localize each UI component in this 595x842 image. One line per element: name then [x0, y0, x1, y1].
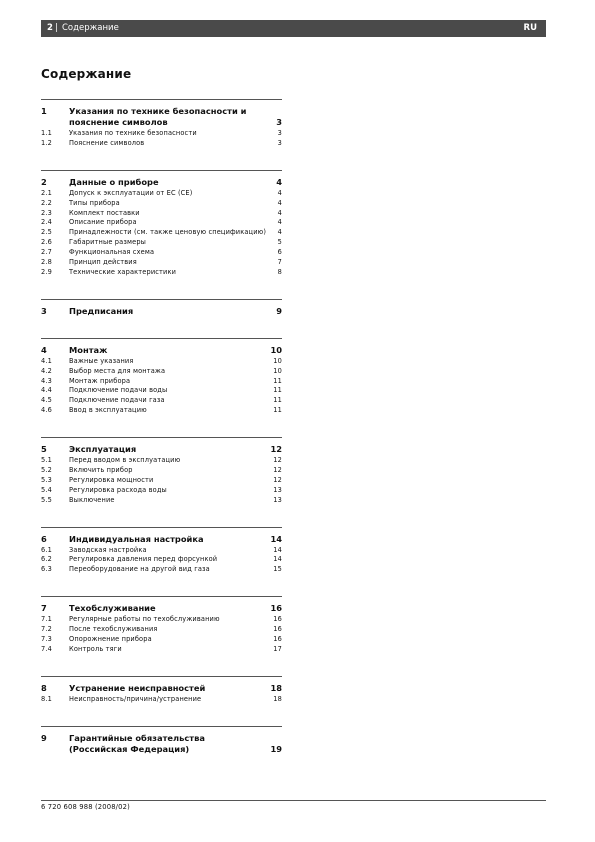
table-of-contents [41, 99, 282, 755]
entry-title: Принцип действия [69, 258, 137, 267]
entry-title: Габаритные размеры [69, 238, 147, 247]
chapter-number: 5 [41, 444, 47, 455]
chapter-number: 4 [41, 344, 47, 355]
entry-number: 2.6 [41, 238, 52, 247]
toc-entry[interactable] [41, 238, 282, 248]
entry-number: 5.2 [41, 466, 52, 475]
chapter-title: Указания по технике безопасности и пояснение символов [69, 106, 247, 127]
chapter-title: Устранение неисправностей [69, 682, 206, 693]
entry-number: 6.2 [41, 555, 52, 564]
toc-section [41, 437, 282, 505]
entry-page: 12 [273, 475, 282, 484]
entry-number: 5.1 [41, 456, 52, 465]
entry-title: Выключение [69, 495, 115, 504]
chapter-title: Данные о приборе [69, 176, 159, 187]
entry-title: Важные указания [69, 356, 134, 365]
entry-page: 15 [273, 565, 282, 574]
entry-title: Выбор места для монтажа [69, 366, 166, 375]
toc-chapter[interactable] [41, 106, 282, 128]
toc-chapter[interactable] [41, 177, 282, 188]
entry-number: 2.8 [41, 258, 52, 267]
entry-page: 16 [273, 635, 282, 644]
chapter-title: Гарантийные обязательства (Российская Федерация) [69, 732, 205, 754]
entry-page: 10 [273, 356, 282, 365]
entry-page: 17 [273, 644, 282, 653]
toc-entry[interactable] [41, 139, 282, 149]
toc-entry[interactable] [41, 357, 282, 367]
entry-number: 2.4 [41, 218, 52, 227]
toc-entry[interactable] [41, 466, 282, 476]
toc-section [41, 299, 282, 317]
entry-number: 4.6 [41, 406, 52, 415]
toc-entry[interactable] [41, 209, 282, 219]
chapter-page: 3 [276, 117, 282, 127]
entry-title: Функциональная схема [69, 248, 155, 257]
entry-page: 13 [273, 485, 282, 494]
toc-entry[interactable] [41, 695, 282, 705]
entry-page: 4 [277, 218, 282, 227]
entry-number: 4.1 [41, 356, 52, 365]
entry-number: 2.9 [41, 267, 52, 276]
entry-number: 2.2 [41, 198, 52, 207]
entry-number: 7.2 [41, 625, 52, 634]
entry-title: Регулировка мощности [69, 475, 154, 484]
chapter-number: 8 [41, 682, 47, 693]
toc-entry[interactable] [41, 218, 282, 228]
entry-title: После техобслуживания [69, 625, 158, 634]
entry-page: 4 [277, 188, 282, 197]
toc-chapter[interactable] [41, 444, 282, 455]
entry-page: 13 [273, 495, 282, 504]
toc-chapter[interactable] [41, 733, 282, 755]
toc-entry[interactable] [41, 625, 282, 635]
entry-title: Регулировка давления перед форсункой [69, 555, 218, 564]
entry-page: 14 [273, 555, 282, 564]
entry-title: Ввод в эксплуатацию [69, 406, 147, 415]
toc-entry[interactable] [41, 386, 282, 396]
toc-entry[interactable] [41, 406, 282, 416]
toc-entry[interactable] [41, 396, 282, 406]
entry-title: Комплект поставки [69, 208, 140, 217]
toc-entry[interactable] [41, 258, 282, 268]
entry-page: 12 [273, 456, 282, 465]
entry-page: 16 [273, 625, 282, 634]
entry-number: 1.2 [41, 138, 52, 147]
toc-entry[interactable] [41, 248, 282, 258]
toc-entry[interactable] [41, 129, 282, 139]
entry-title: Подключение подачи воды [69, 386, 168, 395]
toc-section [41, 99, 282, 149]
chapter-page: 10 [270, 344, 282, 355]
entry-number: 7.1 [41, 615, 52, 624]
entry-title: Регулярные работы по техобслуживанию [69, 615, 220, 624]
entry-page: 11 [273, 386, 282, 395]
chapter-number: 1 [41, 106, 47, 116]
entry-page: 4 [277, 228, 282, 237]
toc-entry[interactable] [41, 367, 282, 377]
entry-number: 2.7 [41, 248, 52, 257]
toc-section [41, 338, 282, 416]
entry-number: 4.4 [41, 386, 52, 395]
entry-page: 11 [273, 406, 282, 415]
toc-entry[interactable] [41, 565, 282, 575]
entry-title: Переоборудование на другой вид газа [69, 565, 210, 574]
footer-divider [41, 800, 546, 801]
entry-number: 7.4 [41, 644, 52, 653]
entry-number: 5.3 [41, 475, 52, 484]
toc-entry[interactable] [41, 635, 282, 645]
entry-page: 16 [273, 615, 282, 624]
toc-entry[interactable] [41, 645, 282, 655]
entry-title: Технические характеристики [69, 267, 177, 276]
toc-chapter[interactable] [41, 534, 282, 545]
toc-chapter[interactable] [41, 683, 282, 694]
entry-number: 2.1 [41, 188, 52, 197]
toc-entry[interactable] [41, 228, 282, 238]
entry-number: 6.1 [41, 545, 52, 554]
entry-page: 14 [273, 545, 282, 554]
chapter-title: Предписания [69, 305, 134, 316]
chapter-number: 3 [41, 305, 47, 316]
entry-page: 4 [277, 198, 282, 207]
toc-entry[interactable] [41, 546, 282, 556]
chapter-page: 12 [270, 444, 282, 455]
entry-title: Опорожнение прибора [69, 635, 152, 644]
entry-title: Принадлежности (см. также ценовую спецификацию) [69, 228, 267, 237]
toc-section [41, 170, 282, 278]
entry-title: Заводская настройка [69, 545, 147, 554]
chapter-page: 14 [270, 533, 282, 544]
toc-entry[interactable] [41, 555, 282, 565]
entry-number: 4.5 [41, 396, 52, 405]
chapter-page: 16 [270, 603, 282, 614]
toc-chapter[interactable] [41, 345, 282, 356]
toc-chapter[interactable] [41, 603, 282, 614]
entry-number: 5.4 [41, 485, 52, 494]
entry-title: Контроль тяги [69, 644, 122, 653]
entry-number: 7.3 [41, 635, 52, 644]
entry-number: 1.1 [41, 129, 52, 137]
entry-page: 3 [277, 129, 282, 137]
entry-number: 8.1 [41, 694, 52, 703]
page-title: Содержание [41, 67, 132, 81]
entry-page: 10 [273, 366, 282, 375]
toc-entry[interactable] [41, 189, 282, 199]
chapter-page: 4 [276, 176, 282, 187]
entry-title: Описание прибора [69, 218, 137, 227]
chapter-page: 9 [276, 305, 282, 316]
chapter-number: 6 [41, 533, 47, 544]
entry-number: 5.5 [41, 495, 52, 504]
toc-entry[interactable] [41, 496, 282, 506]
toc-entry[interactable] [41, 456, 282, 466]
entry-page: 11 [273, 376, 282, 385]
entry-number: 2.3 [41, 208, 52, 217]
entry-number: 6.3 [41, 565, 52, 574]
entry-number: 2.5 [41, 228, 52, 237]
chapter-number: 2 [41, 176, 47, 187]
toc-entry[interactable] [41, 476, 282, 486]
page-header [41, 20, 546, 37]
entry-title: Подключение подачи газа [69, 396, 165, 405]
chapter-page: 19 [270, 743, 282, 754]
toc-entry[interactable] [41, 615, 282, 625]
document-code: 6 720 608 988 (2008/02) [41, 803, 130, 811]
toc-entry[interactable] [41, 199, 282, 209]
chapter-page: 18 [270, 682, 282, 693]
entry-title: Пояснение символов [69, 138, 145, 147]
chapter-title: Техобслуживание [69, 603, 156, 614]
entry-page: 12 [273, 466, 282, 475]
entry-page: 18 [273, 694, 282, 703]
chapter-number: 7 [41, 603, 47, 614]
chapter-title: Монтаж [69, 344, 108, 355]
entry-number: 4.2 [41, 366, 52, 375]
header-language: RU [523, 23, 537, 33]
chapter-number: 9 [41, 732, 47, 743]
entry-page: 3 [277, 138, 282, 147]
toc-entry[interactable] [41, 377, 282, 387]
entry-title: Допуск к эксплуатации от ЕС (CE) [69, 188, 193, 197]
entry-page: 6 [277, 248, 282, 257]
entry-title: Указания по технике безопасности [69, 129, 197, 137]
toc-entry[interactable] [41, 486, 282, 496]
entry-title: Монтаж прибора [69, 376, 131, 385]
toc-section [41, 676, 282, 705]
entry-page: 7 [277, 258, 282, 267]
entry-title: Неисправность/причина/устранение [69, 694, 202, 703]
toc-section [41, 726, 282, 755]
entry-title: Типы прибора [69, 198, 120, 207]
header-page-number: 2 [47, 23, 53, 33]
entry-number: 4.3 [41, 376, 52, 385]
toc-entry[interactable] [41, 268, 282, 278]
entry-title: Перед вводом в эксплуатацию [69, 456, 181, 465]
entry-page: 11 [273, 396, 282, 405]
chapter-title: Индивидуальная настройка [69, 533, 204, 544]
toc-section [41, 596, 282, 655]
toc-section [41, 527, 282, 576]
entry-title: Регулировка расхода воды [69, 485, 167, 494]
toc-chapter[interactable] [41, 306, 282, 317]
entry-title: Включить прибор [69, 466, 133, 475]
entry-page: 4 [277, 208, 282, 217]
entry-page: 5 [277, 238, 282, 247]
chapter-title: Эксплуатация [69, 444, 137, 455]
entry-page: 8 [277, 267, 282, 276]
header-title: Содержание [62, 23, 119, 33]
header-separator: | [55, 23, 58, 33]
